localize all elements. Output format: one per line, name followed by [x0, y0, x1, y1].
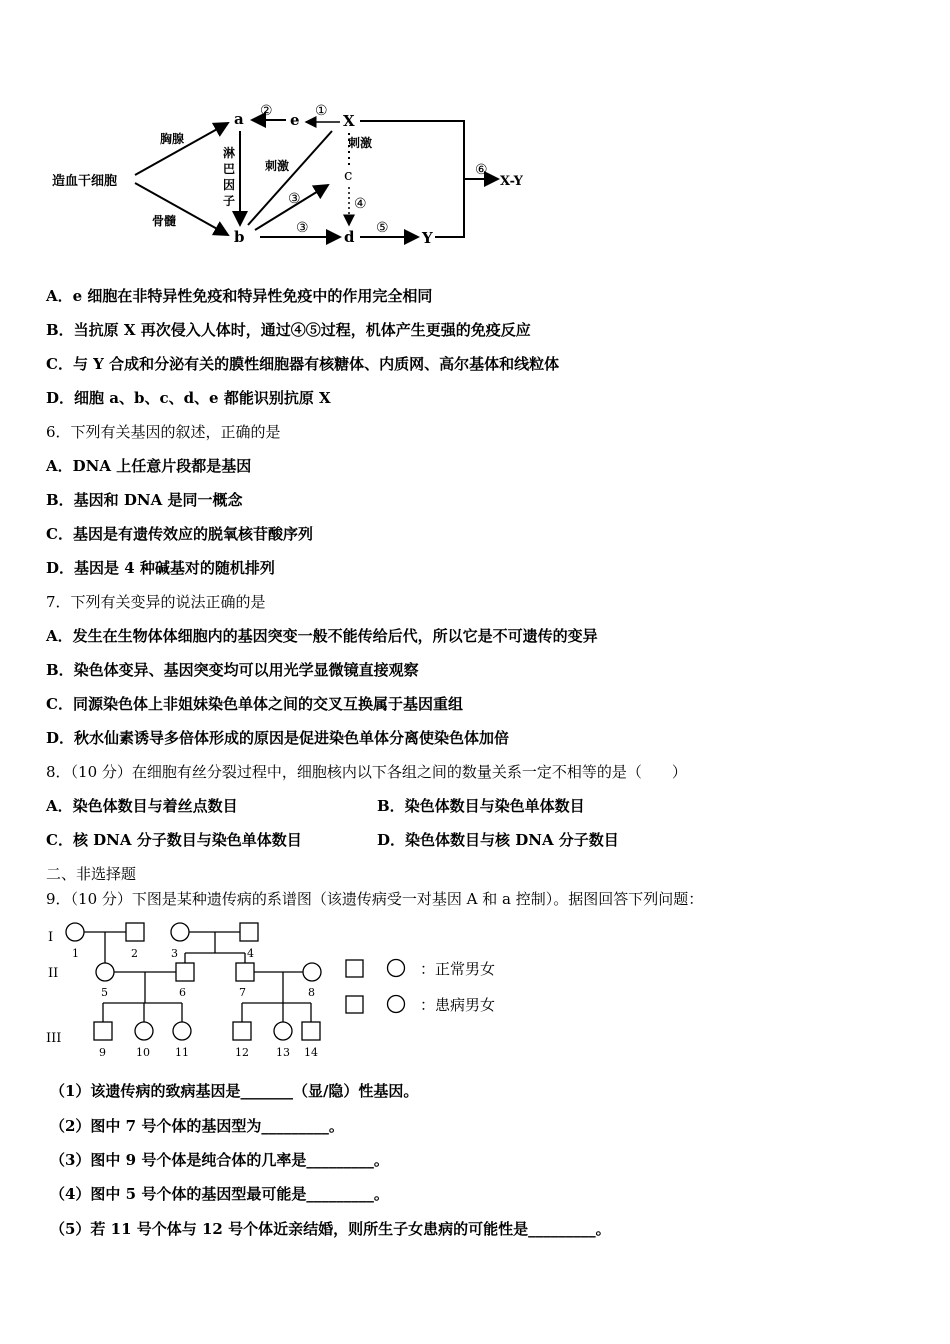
- q9-sub-3: （3）图中 9 号个体是纯合体的几率是_________。: [50, 1151, 389, 1169]
- q6-option-b: B．基因和 DNA 是同一概念: [46, 491, 243, 509]
- generation-III: III: [46, 1031, 62, 1046]
- individual-8: [303, 963, 321, 981]
- node-a: a: [234, 110, 244, 128]
- legend-normal-label: ：正常男女: [420, 960, 496, 978]
- step-1: ①: [315, 103, 328, 119]
- id-14: 14: [304, 1046, 318, 1059]
- lymphokine-char-1: 淋: [223, 146, 236, 160]
- individual-11: [173, 1022, 191, 1040]
- node-X: X: [343, 112, 355, 130]
- individual-1: [66, 923, 84, 941]
- q5-option-d: D．细胞 a、b、c、d、e 都能识别抗原 X: [46, 389, 331, 407]
- id-11: 11: [175, 1046, 189, 1059]
- lymphokine-char-4: 子: [223, 194, 236, 208]
- id-2: 2: [131, 947, 138, 960]
- step-3b: ③: [296, 220, 309, 236]
- id-6: 6: [179, 986, 186, 999]
- step-3a: ③: [288, 191, 301, 207]
- q7-option-a: A．发生在生物体体细胞内的基因突变一般不能传给后代，所以它是不可遗传的变异: [46, 627, 598, 645]
- generation-I: I: [48, 930, 54, 945]
- step-6: ⑥: [475, 162, 488, 178]
- step-2: ②: [260, 103, 273, 119]
- q7-option-b: B．染色体变异、基因突变均可以用光学显微镜直接观察: [46, 661, 419, 679]
- q9-sub-5: （5）若 11 号个体与 12 号个体近亲结婚，则所生子女患病的可能性是_________。: [50, 1220, 611, 1238]
- legend-normal-female-icon: [388, 960, 405, 977]
- pedigree-legend: [340, 955, 420, 1025]
- individual-13: [274, 1022, 292, 1040]
- id-7: 7: [239, 986, 246, 999]
- individual-2: [126, 923, 144, 941]
- marrow-arrow: [135, 183, 228, 235]
- lymphokine-char-3: 因: [223, 178, 236, 192]
- q6-stem: 6．下列有关基因的叙述，正确的是: [46, 423, 281, 441]
- q8-option-a: A．染色体数目与着丝点数目: [46, 797, 238, 815]
- individual-14: [302, 1022, 320, 1040]
- id-8: 8: [308, 986, 315, 999]
- q8-option-b: B．染色体数目与染色单体数目: [377, 797, 585, 815]
- individual-6: [176, 963, 194, 981]
- q5-option-c: C．与 Y 合成和分泌有关的膜性细胞器有核糖体、内质网、高尔基体和线粒体: [46, 355, 560, 373]
- step-4: ④: [354, 196, 367, 212]
- individual-4: [240, 923, 258, 941]
- id-12: 12: [235, 1046, 249, 1059]
- id-13: 13: [276, 1046, 290, 1059]
- legend-affected-male-icon: [346, 996, 363, 1013]
- q7-stem: 7．下列有关变异的说法正确的是: [46, 593, 266, 611]
- id-5: 5: [101, 986, 108, 999]
- id-9: 9: [99, 1046, 106, 1059]
- product-label: X-Y: [500, 174, 523, 189]
- q5-option-a: A．e 细胞在非特异性免疫和特异性免疫中的作用完全相同: [46, 287, 433, 305]
- immune-diagram: [40, 95, 560, 255]
- individual-9: [94, 1022, 112, 1040]
- node-b: b: [234, 228, 245, 246]
- legend-affected-female-icon: [388, 996, 405, 1013]
- q8-option-d: D．染色体数目与核 DNA 分子数目: [377, 831, 619, 849]
- lymphokine-char-2: 巴: [223, 162, 236, 176]
- legend-normal-male-icon: [346, 960, 363, 977]
- individual-12: [233, 1022, 251, 1040]
- step-5: ⑤: [376, 220, 389, 236]
- q5-option-b: B．当抗原 X 再次侵入人体时，通过④⑤过程，机体产生更强的免疫反应: [46, 321, 531, 339]
- q6-option-a: A．DNA 上任意片段都是基因: [46, 457, 252, 475]
- node-d: d: [344, 228, 355, 246]
- q8-option-c: C．核 DNA 分子数目与染色单体数目: [46, 831, 302, 849]
- q9-stem: 9．（10 分）下图是某种遗传病的系谱图（该遗传病受一对基因 A 和 a 控制）。据图回答下列问题：: [46, 890, 704, 908]
- node-Y: Y: [422, 229, 433, 247]
- stem-cell-label: 造血干细胞: [52, 174, 118, 189]
- node-c: c: [344, 166, 353, 184]
- stimulate-label-1: 刺激: [265, 159, 290, 173]
- q9-sub-2: （2）图中 7 号个体的基因型为_________。: [50, 1117, 344, 1135]
- id-4: 4: [247, 947, 254, 960]
- q6-option-c: C．基因是有遗传效应的脱氧核苷酸序列: [46, 525, 313, 543]
- section-heading: 二、非选择题: [46, 865, 137, 883]
- id-3: 3: [171, 947, 178, 960]
- generation-II: II: [48, 966, 59, 981]
- individual-7: [236, 963, 254, 981]
- q9-sub-4: （4）图中 5 号个体的基因型最可能是_________。: [50, 1185, 389, 1203]
- q8-stem: 8．（10 分）在细胞有丝分裂过程中，细胞核内以下各组之间的数量关系一定不相等的是（ ）: [46, 763, 687, 781]
- individual-10: [135, 1022, 153, 1040]
- id-1: 1: [72, 947, 79, 960]
- individual-3: [171, 923, 189, 941]
- q7-option-d: D．秋水仙素诱导多倍体形成的原因是促进染色单体分离使染色体加倍: [46, 729, 510, 747]
- pedigree-chart: [40, 915, 340, 1065]
- node-e: e: [290, 111, 300, 129]
- q6-option-d: D．基因是 4 种碱基对的随机排列: [46, 559, 275, 577]
- id-10: 10: [136, 1046, 150, 1059]
- marrow-label: 骨髓: [152, 214, 177, 228]
- thymus-label: 胸腺: [160, 132, 185, 146]
- thymus-arrow: [135, 123, 228, 175]
- stimulate-label-2: 刺激: [348, 136, 373, 150]
- stimulate-line: [248, 131, 332, 225]
- q9-sub-1: （1）该遗传病的致病基因是_______（显/隐）性基因。: [50, 1082, 419, 1100]
- individual-5: [96, 963, 114, 981]
- q7-option-c: C．同源染色体上非姐妹染色单体之间的交叉互换属于基因重组: [46, 695, 463, 713]
- legend-affected-label: ：患病男女: [420, 996, 496, 1014]
